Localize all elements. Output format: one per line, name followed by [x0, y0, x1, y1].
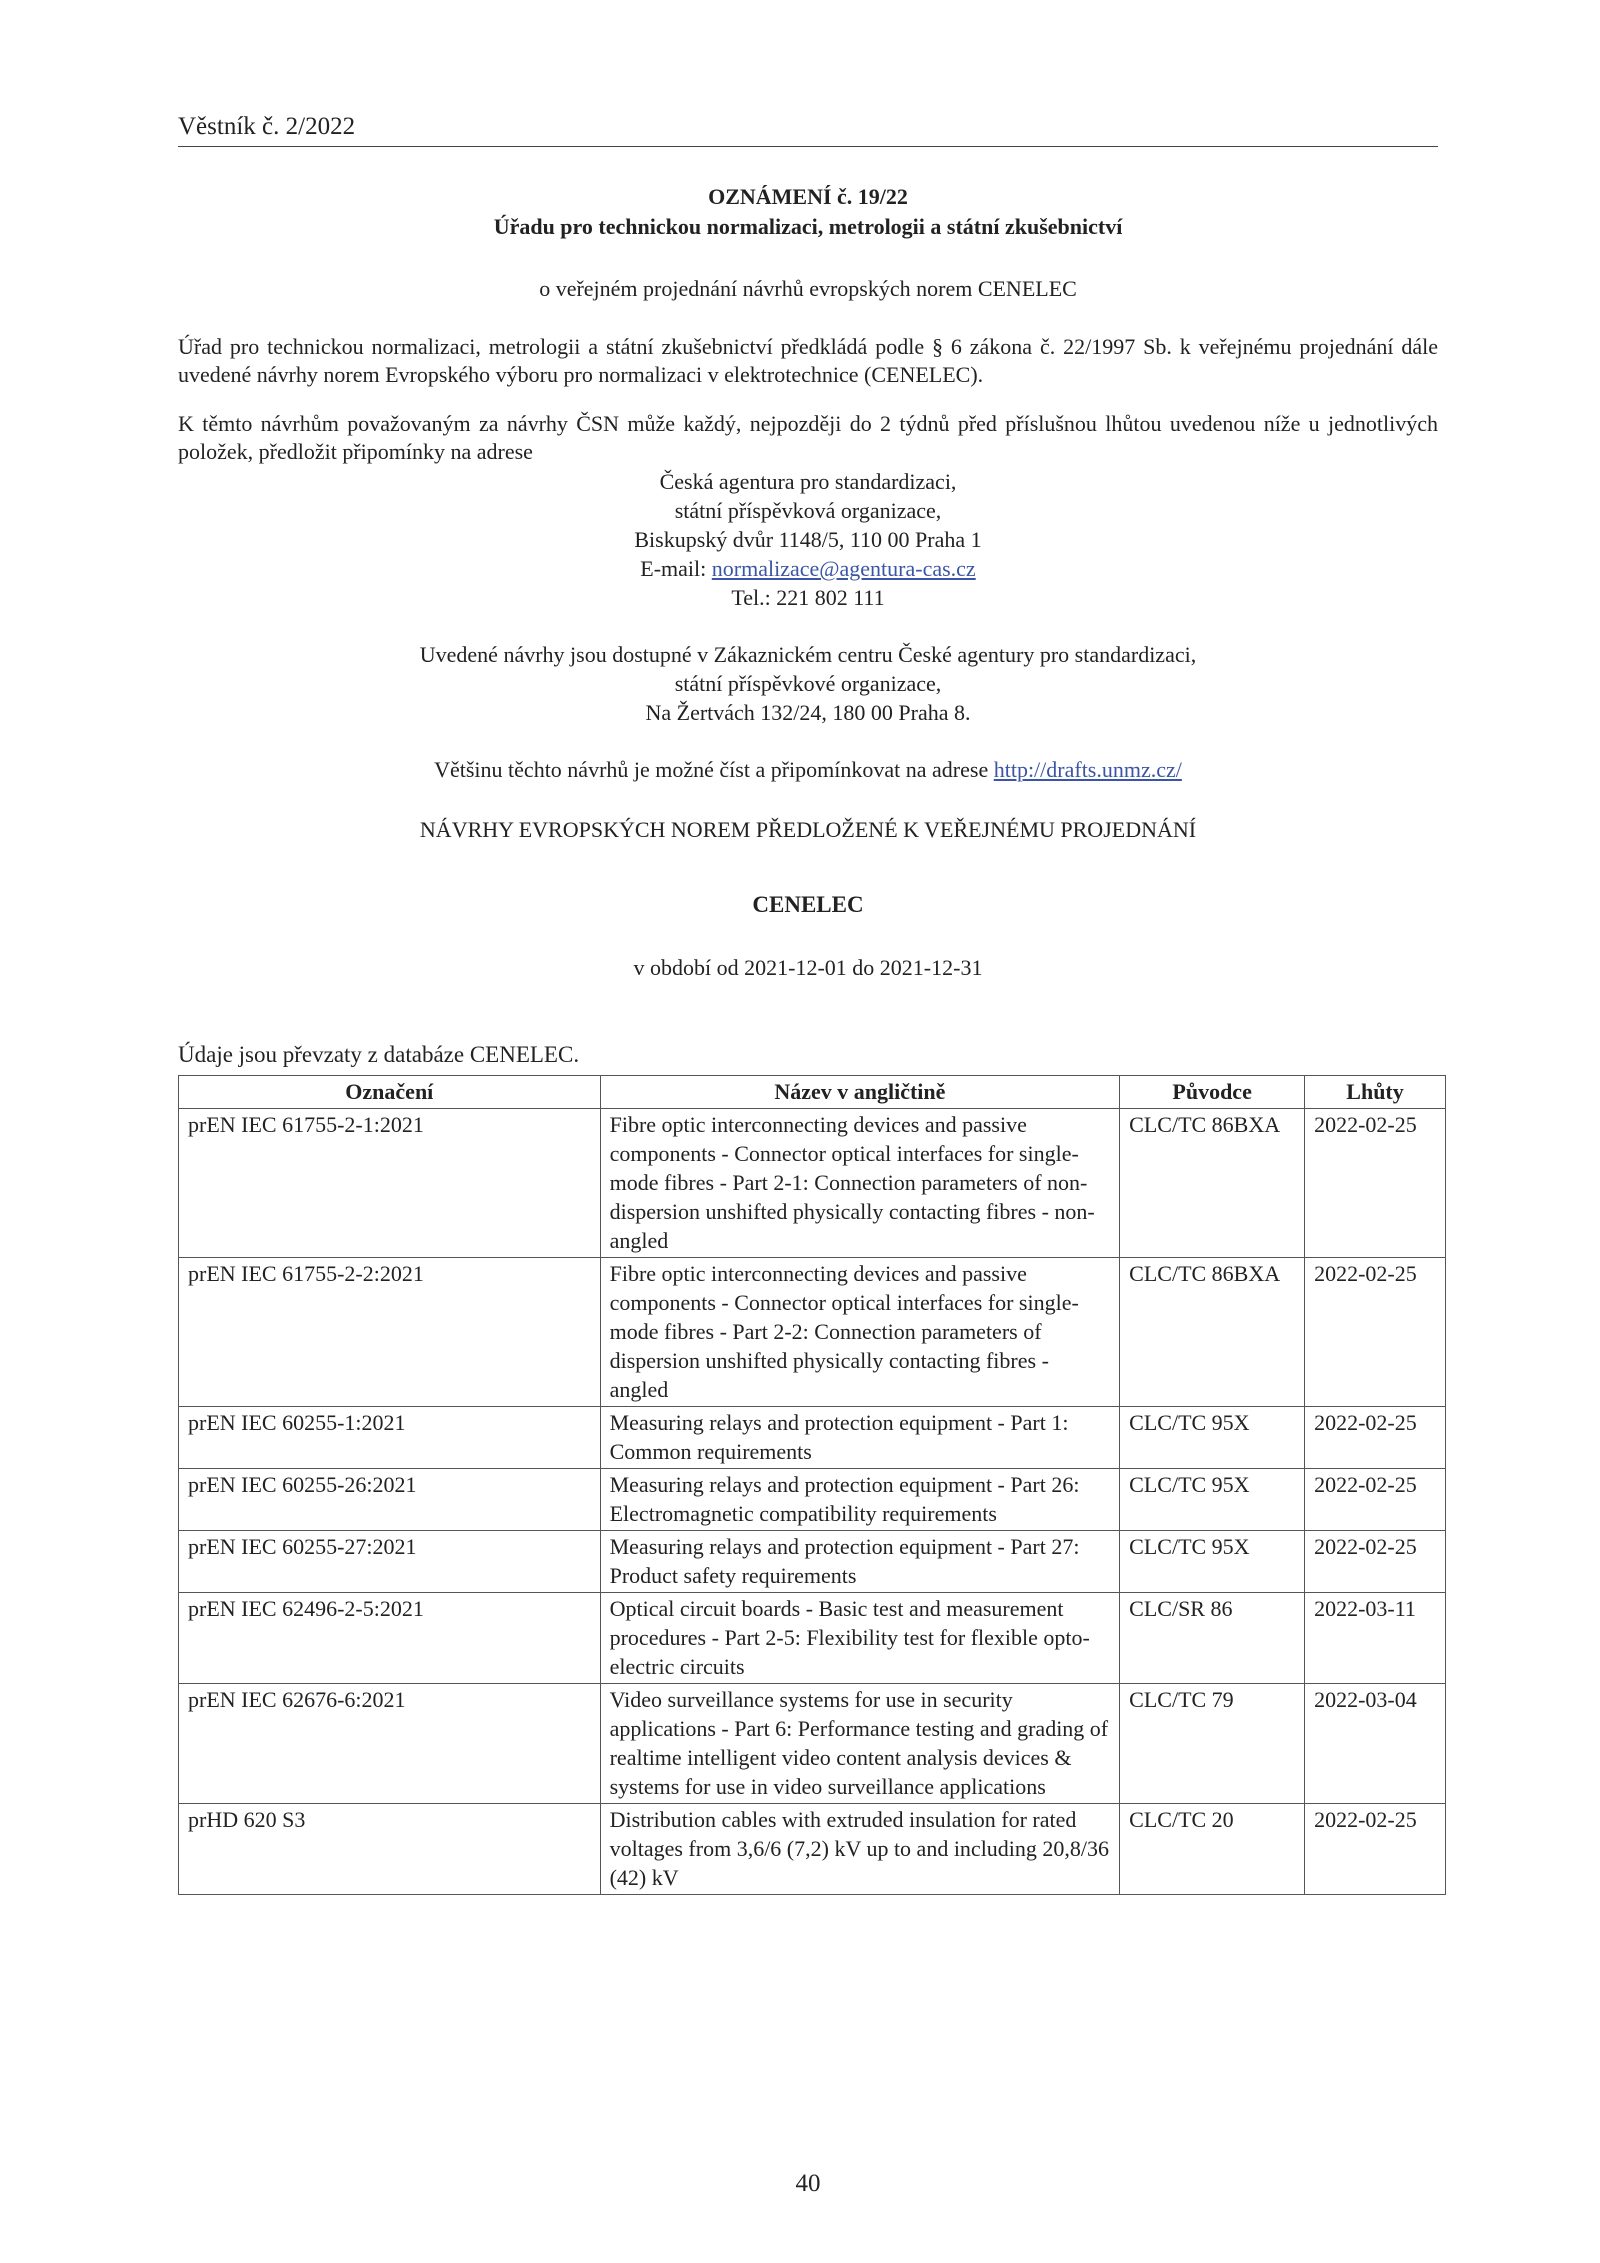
table-row — [179, 1109, 1446, 1258]
running-header: Věstník č. 2/2022 — [178, 110, 1438, 147]
address-line-3: Biskupský dvůr 1148/5, 110 00 Praha 1 — [634, 527, 982, 552]
cell-deadline: 2022-02-25 — [1305, 1258, 1446, 1407]
cell-title: Video surveillance systems for use in security applications - Part 6: Performance testing and grading of realtime intelligent video content analysis devices & systems for use in video surveillance applications — [600, 1684, 1120, 1804]
cell-code: prEN IEC 62676-6:2021 — [179, 1684, 601, 1804]
cell-title: Measuring relays and protection equipment - Part 1: Common requirements — [600, 1407, 1120, 1469]
table-header-row — [179, 1076, 1446, 1109]
page-number: 40 — [795, 2170, 821, 2197]
availability-line-1: Uvedené návrhy jsou dostupné v Zákaznickém centru České agentury pro standardizaci, — [419, 642, 1197, 667]
email-label: E-mail: — [640, 556, 712, 581]
organization-heading: CENELEC — [752, 892, 864, 917]
table-row — [179, 1531, 1446, 1593]
cell-title: Measuring relays and protection equipment - Part 27: Product safety requirements — [600, 1531, 1120, 1593]
web-line — [178, 755, 1438, 785]
cell-deadline: 2022-02-25 — [1305, 1804, 1446, 1895]
email-line — [178, 554, 1438, 583]
table-row — [179, 1469, 1446, 1531]
cell-origin: CLC/SR 86 — [1120, 1593, 1305, 1684]
cell-code: prEN IEC 60255-27:2021 — [179, 1531, 601, 1593]
cell-origin: CLC/TC 95X — [1120, 1407, 1305, 1469]
cell-origin: CLC/TC 20 — [1120, 1804, 1305, 1895]
table-row — [179, 1258, 1446, 1407]
cell-code: prEN IEC 61755-2-2:2021 — [179, 1258, 601, 1407]
section-heading: NÁVRHY EVROPSKÝCH NOREM PŘEDLOŽENÉ K VEŘEJNÉMU PROJEDNÁNÍ — [419, 817, 1197, 842]
availability-line-2: státní příspěvkové organizace, — [674, 671, 942, 696]
table-row — [179, 1684, 1446, 1804]
phone-line: Tel.: 221 802 111 — [731, 585, 885, 610]
cell-title: Distribution cables with extruded insulation for rated voltages from 3,6/6 (7,2) kV up to and including 20,8/36 (42) kV — [600, 1804, 1120, 1895]
issuing-office: Úřadu pro technickou normalizaci, metrologii a státní zkušebnictví — [493, 214, 1123, 239]
cell-title: Fibre optic interconnecting devices and passive components - Connector optical interfaces for single-mode fibres - Part 2-2: Connection parameters of dispersion unshifted physically contacting fibres - angled — [600, 1258, 1120, 1407]
cell-code: prEN IEC 60255-1:2021 — [179, 1407, 601, 1469]
address-block — [178, 467, 1438, 612]
cell-deadline: 2022-02-25 — [1305, 1407, 1446, 1469]
cell-code: prEN IEC 60255-26:2021 — [179, 1469, 601, 1531]
drafts-table — [178, 1075, 1446, 1895]
header-origin: Původce — [1120, 1076, 1305, 1109]
cell-code: prEN IEC 61755-2-1:2021 — [179, 1109, 601, 1258]
address-line-2: státní příspěvková organizace, — [674, 498, 942, 523]
cell-title: Optical circuit boards - Basic test and measurement procedures - Part 2-5: Flexibility test for flexible opto-electric circuits — [600, 1593, 1120, 1684]
email-link[interactable]: normalizace@agentura-cas.cz — [711, 556, 976, 581]
availability-block — [178, 640, 1438, 727]
header-code: Označení — [179, 1076, 601, 1109]
source-note: Údaje jsou převzaty z databáze CENELEC. — [178, 1042, 580, 1067]
cell-title: Fibre optic interconnecting devices and passive components - Connector optical interfaces for single-mode fibres - Part 2-1: Connection parameters of non-dispersion unshifted physically contacting fibres - non-angled — [600, 1109, 1120, 1258]
cell-deadline: 2022-02-25 — [1305, 1531, 1446, 1593]
comments-paragraph: K těmto návrhům považovaným za návrhy ČSN může každý, nejpozději do 2 týdnů před příslušnou lhůtou uvedenou níže u jednotlivých položek, předložit připomínky na adrese — [178, 411, 1438, 464]
table-row — [179, 1407, 1446, 1469]
cell-origin: CLC/TC 79 — [1120, 1684, 1305, 1804]
announcement-subtitle: o veřejném projednání návrhů evropských norem CENELEC — [539, 276, 1077, 301]
cell-deadline: 2022-03-11 — [1305, 1593, 1446, 1684]
table-row — [179, 1593, 1446, 1684]
cell-title: Measuring relays and protection equipment - Part 26: Electromagnetic compatibility requirements — [600, 1469, 1120, 1531]
address-line-1: Česká agentura pro standardizaci, — [659, 469, 957, 494]
cell-origin: CLC/TC 95X — [1120, 1531, 1305, 1593]
drafts-link[interactable]: http://drafts.unmz.cz/ — [993, 757, 1182, 782]
cell-code: prHD 620 S3 — [179, 1804, 601, 1895]
cell-deadline: 2022-02-25 — [1305, 1109, 1446, 1258]
cell-code: prEN IEC 62496-2-5:2021 — [179, 1593, 601, 1684]
header-deadline: Lhůty — [1305, 1076, 1446, 1109]
cell-deadline: 2022-03-04 — [1305, 1684, 1446, 1804]
cell-origin: CLC/TC 95X — [1120, 1469, 1305, 1531]
cell-origin: CLC/TC 86BXA — [1120, 1258, 1305, 1407]
table-row — [179, 1804, 1446, 1895]
period-line: v období od 2021-12-01 do 2021-12-31 — [633, 955, 983, 980]
availability-line-3: Na Žertvách 132/24, 180 00 Praha 8. — [645, 700, 971, 725]
web-text: Většinu těchto návrhů je možné číst a připomínkovat na adrese — [434, 757, 994, 782]
cell-deadline: 2022-02-25 — [1305, 1469, 1446, 1531]
header-title: Název v angličtině — [600, 1076, 1120, 1109]
announcement-number: OZNÁMENÍ č. 19/22 — [708, 184, 908, 209]
announcement-title — [178, 182, 1438, 242]
intro-paragraph: Úřad pro technickou normalizaci, metrologii a státní zkušebnictví předkládá podle § 6 zákona č. 22/1997 Sb. k veřejnému projednání dále uvedené návrhy norem Evropského výboru pro normalizaci v elektrotechnice (CENELEC). — [178, 334, 1438, 387]
cell-origin: CLC/TC 86BXA — [1120, 1109, 1305, 1258]
